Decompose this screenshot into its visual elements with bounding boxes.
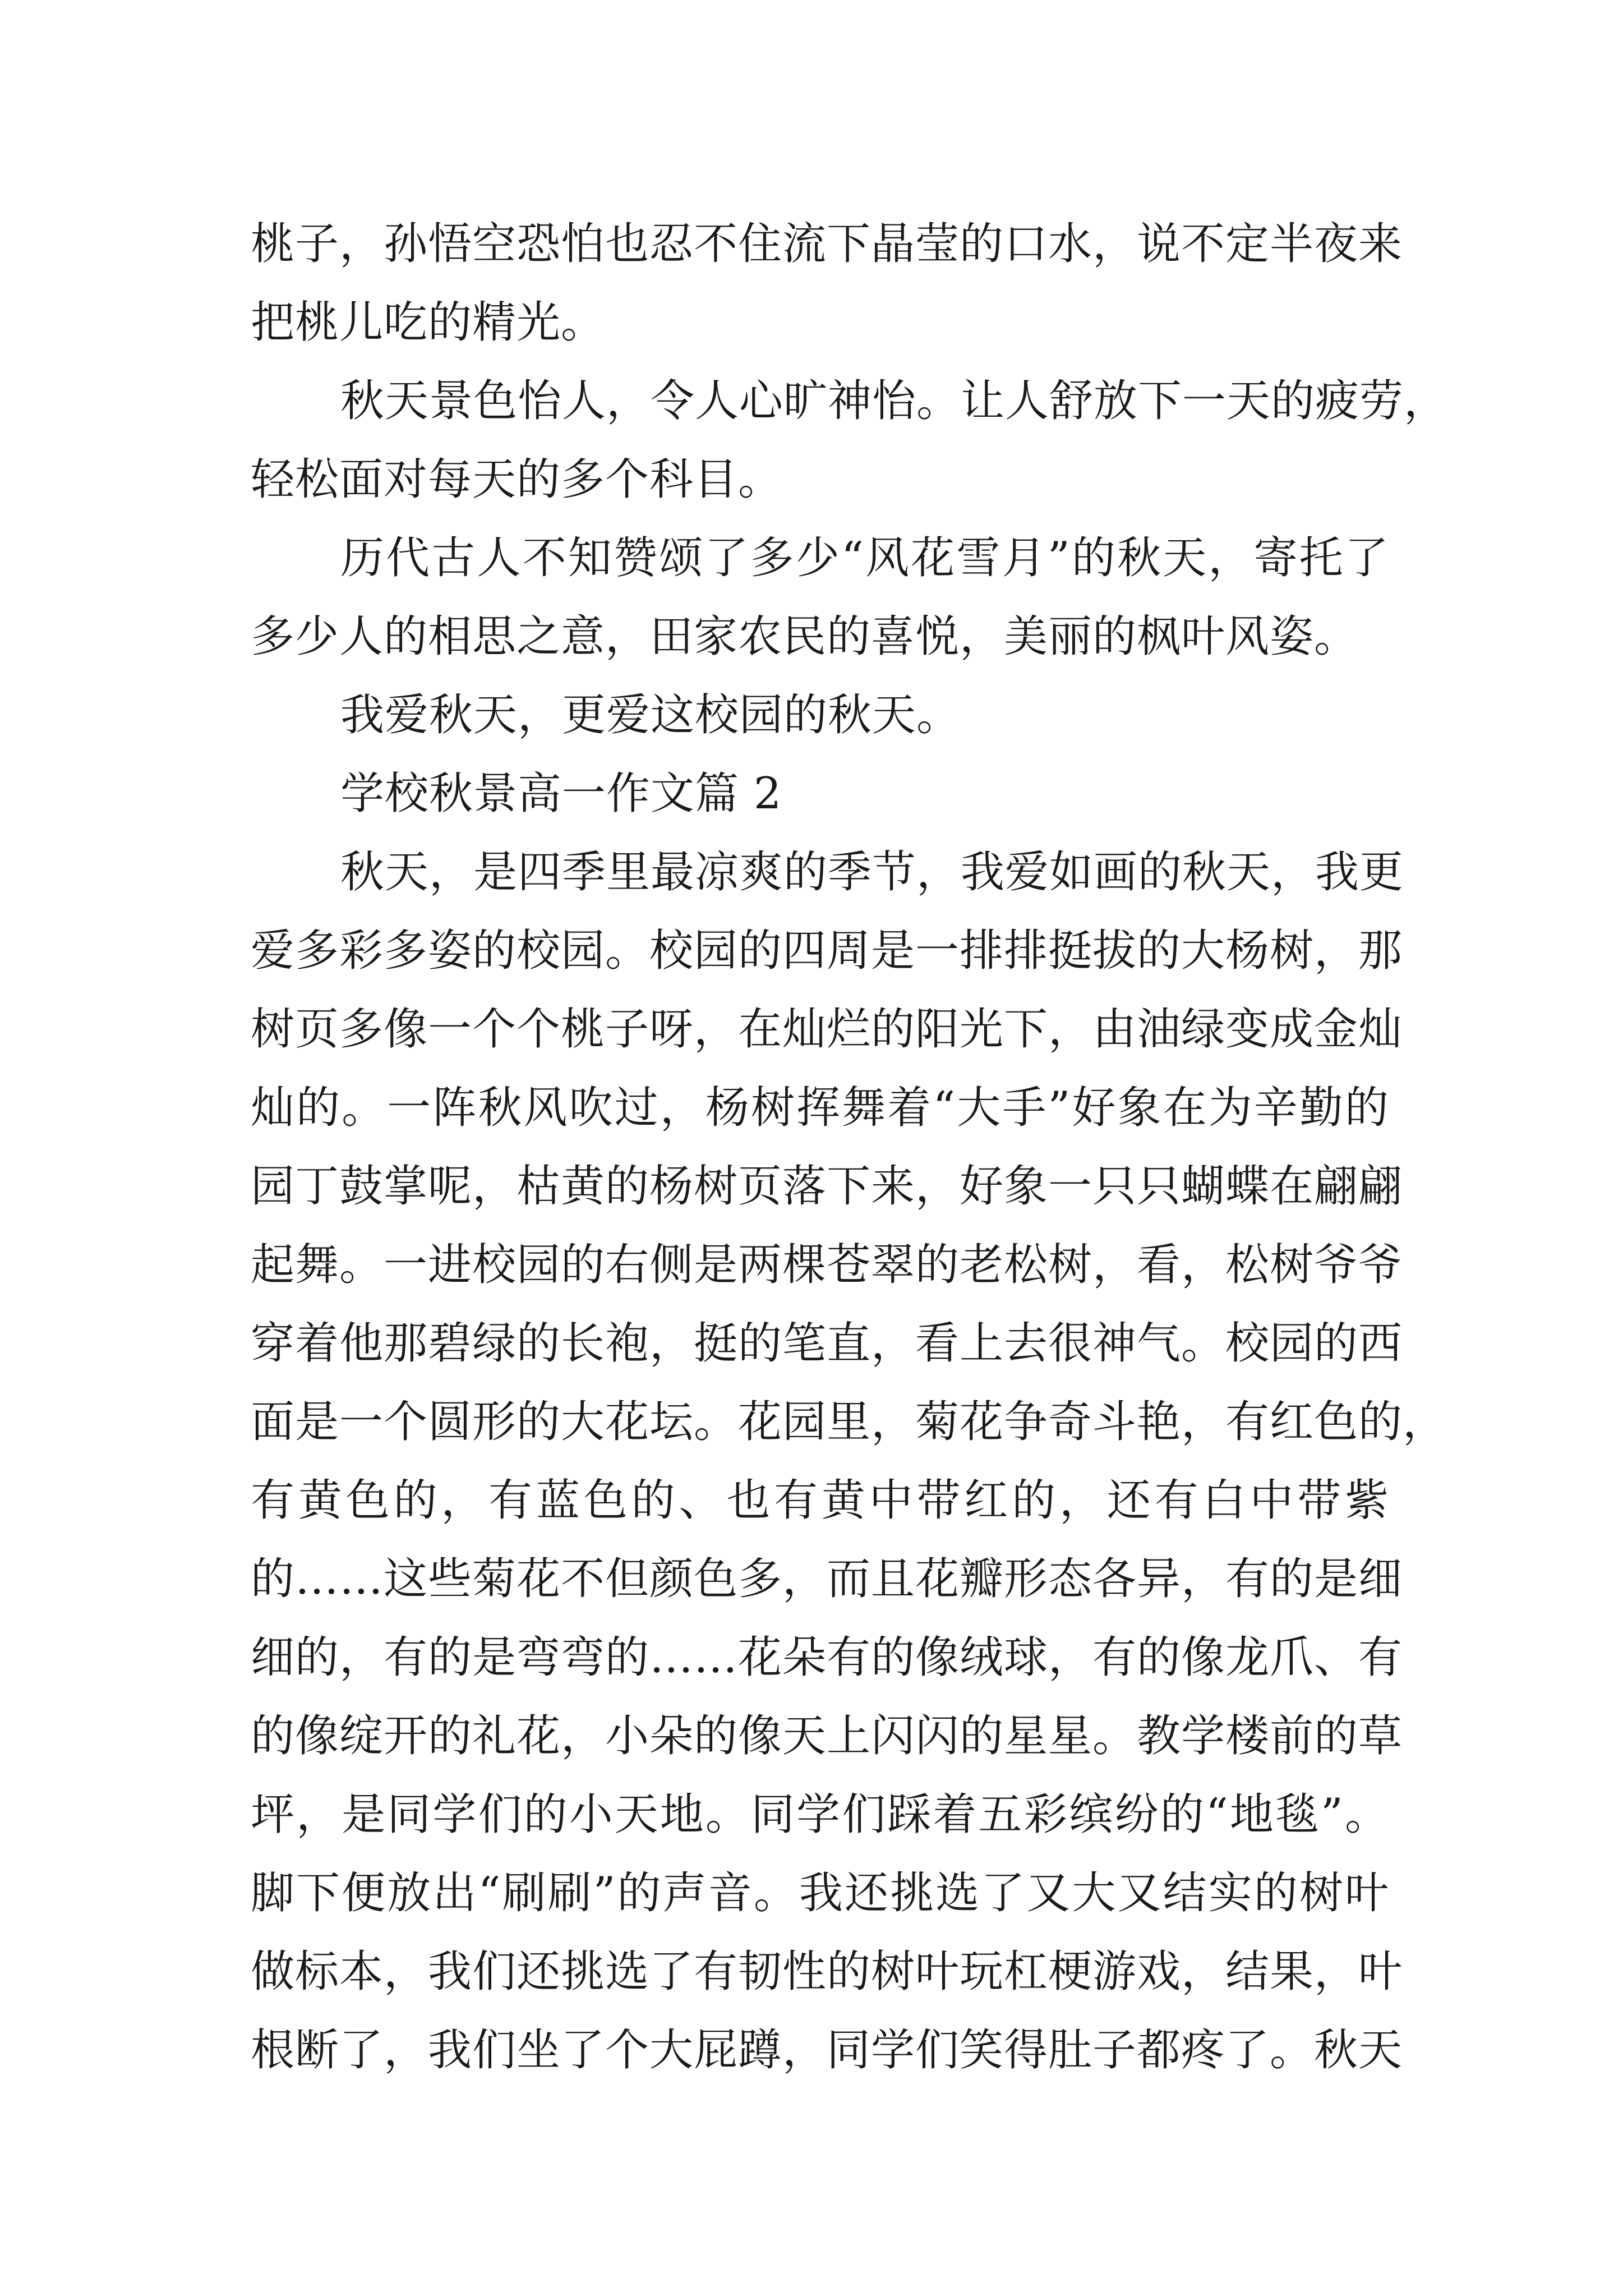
text-line: 秋天，是四季里最凉爽的季节，我爱如画的秋天，我更 [340, 847, 1404, 898]
text-line: 细的，有的是弯弯的……花朵有的像绒球，有的像龙爪、有 [251, 1632, 1403, 1683]
section-heading: 学校秋景高一作文篇 2 [340, 769, 782, 819]
text-line: 树页多像一个个桃子呀，在灿烂的阳光下，由油绿变成金灿 [251, 1004, 1403, 1055]
text-line: 穿着他那碧绿的长袍，挺的笔直，看上去很神气。校园的西 [251, 1318, 1403, 1369]
text-line: 秋天景色怡人，令人心旷神怡。让人舒放下一天的疲劳， [340, 376, 1449, 426]
text-line: 爱多彩多姿的校园。校园的四周是一排排挺拔的大杨树，那 [251, 926, 1403, 976]
text-line: 脚下便放出“刷刷”的声音。我还挑选了又大又结实的树叶 [251, 1868, 1389, 1918]
text-line: 轻松面对每天的多个科目。 [251, 454, 783, 505]
text-line: 把桃儿吃的精光。 [251, 297, 606, 348]
text-line: 做标本，我们还挑选了有韧性的树叶玩杠梗游戏，结果，叶 [251, 1947, 1403, 1997]
text-line: 有黄色的，有蓝色的、也有黄中带红的，还有白中带紫 [251, 1475, 1389, 1526]
text-line: 的……这些菊花不但颜色多，而且花瓣形态各异，有的是细 [251, 1554, 1403, 1604]
text-line: 园丁鼓掌呢，枯黄的杨树页落下来，好象一只只蝴蝶在翩翩 [251, 1161, 1403, 1212]
text-line: 起舞。一进校园的右侧是两棵苍翠的老松树，看，松树爷爷 [251, 1240, 1403, 1290]
text-line: 的像绽开的礼花，小朵的像天上闪闪的星星。教学楼前的草 [251, 1711, 1403, 1761]
text-line: 多少人的相思之意，田家农民的喜悦，美丽的枫叶风姿。 [251, 611, 1359, 662]
text-line: 灿的。一阵秋风吹过，杨树挥舞着“大手”好象在为辛勤的 [251, 1083, 1389, 1133]
text-line: 根断了，我们坐了个大屁蹲，同学们笑得肚子都疼了。秋天 [251, 2025, 1403, 2076]
text-line: 桃子，孙悟空恐怕也忍不住流下晶莹的口水，说不定半夜来 [251, 219, 1403, 269]
text-line: 坪，是同学们的小天地。同学们踩着五彩缤纷的“地毯”。 [251, 1789, 1389, 1840]
text-line: 面是一个圆形的大花坛。花园里，菊花争奇斗艳，有红色的， [251, 1397, 1447, 1447]
text-line: 历代古人不知赞颂了多少“风花雪月”的秋天，寄托了 [340, 533, 1389, 583]
text-line: 我爱秋天，更爱这校园的秋天。 [340, 690, 961, 740]
